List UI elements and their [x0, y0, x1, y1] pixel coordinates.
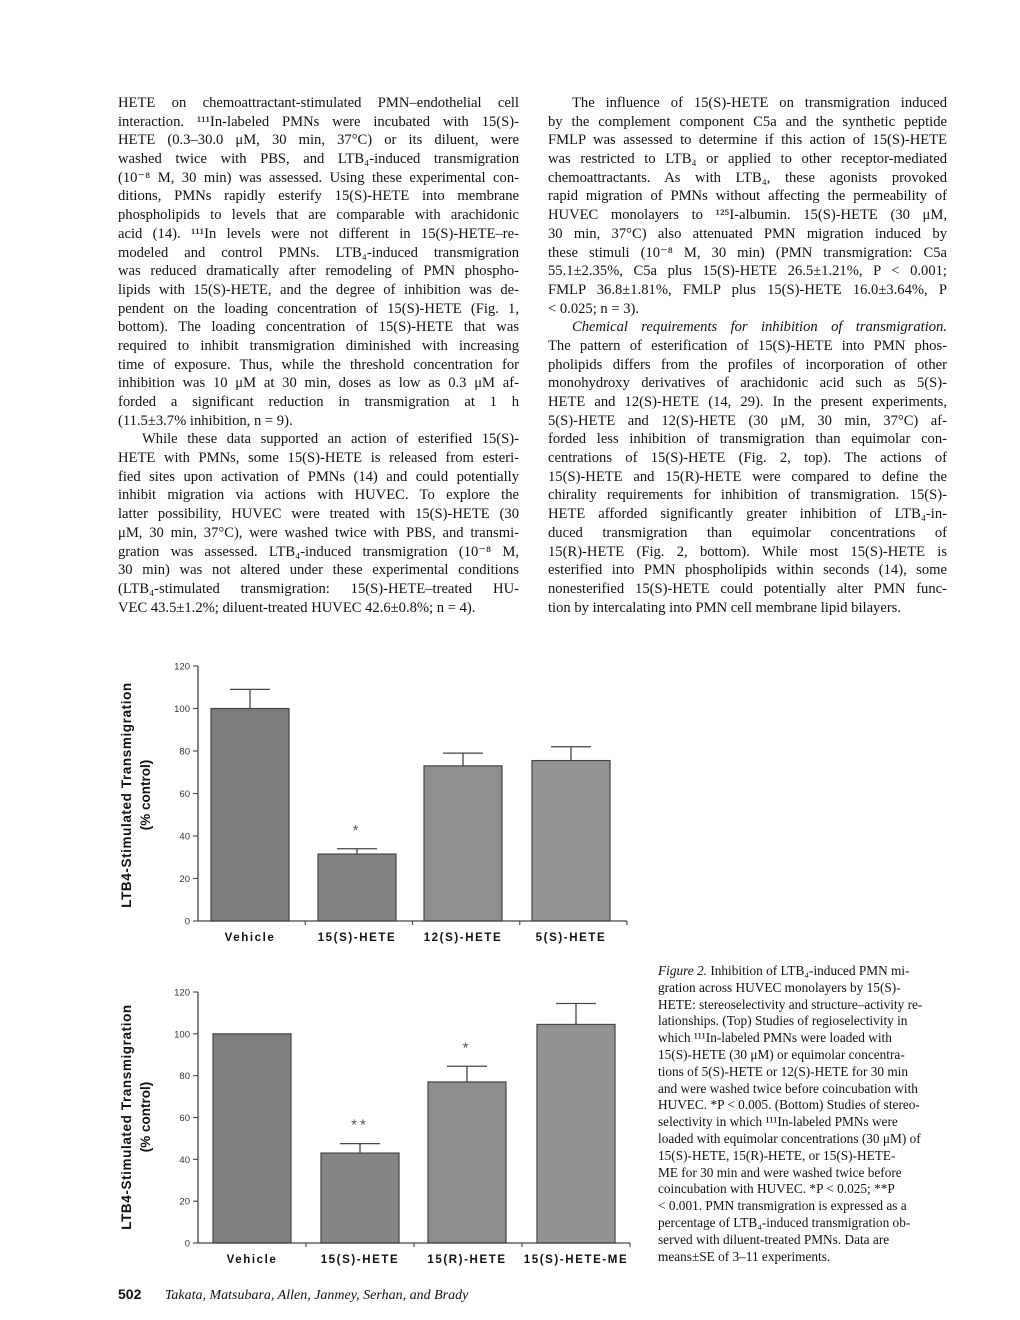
caption-line: percentage of LTB₄-induced transmigration ob-	[658, 1214, 911, 1230]
caption-line: < 0.001. PMN transmigration is expressed as a	[658, 1198, 907, 1214]
text-line: monohydroxy derivatives of arachidonic acid such as 5(S)-	[548, 375, 947, 392]
x-tick-label: 15(S)-HETE-ME	[523, 1254, 629, 1266]
text-line: chemoattractants. As with LTB₄, these agonists provoked	[548, 169, 947, 186]
caption-line: HETE: stereoselectivity and structure–activity re-	[658, 996, 923, 1012]
text-line: bottom). The loading concentration of 15(S)-HETE that was	[118, 319, 519, 336]
text-line: VEC 43.5±1.2%; diluent-treated HUVEC 42.6±0.8%; n = 4).	[118, 599, 476, 616]
text-line: chirality requirements for inhibition of transmigration. 15(S)-	[548, 487, 947, 504]
text-line: HUVEC monolayers to ¹²⁵I-albumin. 15(S)-HETE (30 μM,	[548, 207, 947, 224]
x-tick-label: 5(S)-HETE	[535, 932, 607, 944]
text-line: gration was assessed. LTB₄-induced transmigration (10⁻⁸ M,	[118, 543, 519, 560]
y-axis-label: LTB4-Stimulated Transmigration	[119, 1004, 134, 1230]
figure-caption	[658, 963, 950, 1265]
text-line: The pattern of esterification of 15(S)-HETE into PMN phos-	[548, 337, 947, 354]
bar-1	[318, 854, 396, 921]
text-line: pholipids differs from the profiles of incorporation of other	[548, 356, 947, 373]
text-line: ditions, PMNs rapidly esterify 15(S)-HETE into membrane	[118, 188, 519, 205]
text-line: 5(S)-HETE and 12(S)-HETE (30 μM, 30 min, 37°C) af-	[548, 412, 947, 429]
caption-label: Figure 2.	[658, 963, 707, 978]
y-tick-label: 60	[179, 1113, 190, 1124]
text-line: these stimuli (10⁻⁸ M, 30 min) (PMN transmigration: C5a	[548, 244, 947, 261]
text-line: required to inhibit transmigration diminished with increasing	[118, 337, 519, 354]
text-line: nonesterified 15(S)-HETE could potentially alter PMN func-	[548, 580, 947, 597]
caption-line: 15(S)-HETE (30 μM) or equimolar concentra-	[658, 1046, 905, 1062]
caption-line: gration across HUVEC monolayers by 15(S)-	[658, 979, 901, 995]
y-tick-label: 100	[174, 1029, 190, 1041]
y-axis-label: LTB4-Stimulated Transmigration	[119, 682, 134, 908]
text-line: HETE with PMNs, some 15(S)-HETE is released from esteri-	[118, 450, 519, 467]
text-line: forded less inhibition of transmigration than equimolar con-	[548, 431, 947, 448]
text-line: μM, 30 min, 37°C), were washed twice with PBS, and transmi-	[118, 524, 519, 541]
text-line: While these data supported an action of esterified 15(S)-	[142, 431, 519, 448]
text-line: FMLP 36.8±1.81%, FMLP plus 15(S)-HETE 16.0±3.64%, P	[548, 281, 947, 298]
y-tick-label: 120	[174, 987, 190, 999]
bar-3	[537, 1024, 615, 1243]
y-tick-label: 20	[179, 874, 190, 885]
text-line: HETE and 12(S)-HETE (14, 29). In the present experiments,	[548, 394, 947, 410]
text-line: duced transmigration than equimolar concentrations of	[548, 524, 947, 541]
caption-line: which ¹¹¹In-labeled PMNs were loaded with	[658, 1030, 892, 1046]
text-line: HETE afforded significantly greater inhibition of LTB₄-in-	[548, 506, 947, 523]
caption-line: selectivity in which ¹¹¹In-labeled PMNs were	[658, 1114, 898, 1130]
text-line: centrations of 15(S)-HETE (Fig. 2, top). The actions of	[548, 450, 947, 467]
text-line: Chemical requirements for inhibition of transmigration.	[572, 319, 947, 336]
text-line: pendent on the loading concentration of 15(S)-HETE (Fig. 1,	[118, 300, 519, 317]
x-tick-label: 12(S)-HETE	[423, 932, 503, 944]
bar-2	[424, 766, 502, 921]
caption-line	[658, 963, 950, 980]
text-line: inhibition was 10 μM at 30 min, doses as low as 0.3 μM af-	[118, 375, 519, 392]
text-line: (10⁻⁸ M, 30 min) was assessed. Using these experimental con-	[118, 169, 519, 186]
page-number: 502	[118, 1286, 142, 1302]
y-axis-label-units: (% control)	[138, 759, 153, 831]
caption-line: means±SE of 3–11 experiments.	[658, 1248, 831, 1264]
caption-line: coincubation with HUVEC. *P < 0.025; **P	[658, 1181, 895, 1197]
text-line: 30 min) was not altered under these experimental conditions	[118, 562, 519, 579]
text-line: was reduced dramatically after remodeling of PMN phospho-	[118, 263, 519, 280]
text-line: HETE on chemoattractant-stimulated PMN–endothelial cell	[118, 95, 519, 111]
text-line: inhibit migration via actions with HUVEC. To explore the	[118, 487, 519, 504]
y-tick-label: 100	[174, 704, 190, 715]
caption-line: 15(S)-HETE, 15(R)-HETE, or 15(S)-HETE-	[658, 1147, 896, 1163]
caption-line: loaded with equimolar concentrations (30 μM) of	[658, 1130, 921, 1146]
bar-0	[213, 1034, 291, 1243]
y-tick-label: 40	[179, 1154, 190, 1166]
x-tick-label: 15(R)-HETE	[427, 1254, 507, 1266]
x-tick-label: Vehicle	[224, 932, 276, 944]
significance-marker: *	[462, 1039, 472, 1057]
caption-line: lationships. (Top) Studies of regioselectivity in	[658, 1013, 908, 1029]
y-tick-label: 20	[179, 1196, 190, 1208]
text-line: 30 min, 37°C) also attenuated PMN migration induced by	[548, 225, 947, 242]
y-tick-label: 0	[184, 1238, 190, 1250]
text-line: 15(R)-HETE (Fig. 2, bottom). While most 15(S)-HETE is	[548, 543, 947, 560]
text-line: by the complement component C5a and the synthetic peptide	[548, 113, 947, 130]
text-line: lipids with 15(S)-HETE, and the degree of inhibition was de-	[118, 281, 519, 298]
text-line: HETE (0.3–30.0 μM, 30 min, 37°C) or its diluent, were	[118, 132, 519, 149]
bar-2	[428, 1082, 506, 1243]
caption-line: served with diluent-treated PMNs. Data are	[658, 1231, 890, 1247]
text-line: 15(S)-HETE and 15(R)-HETE were compared to define the	[548, 468, 947, 485]
text-line: phospholipids to levels that are comparable with arachidonic	[118, 207, 519, 224]
text-line: forded a significant reduction in transmigration at 1 h	[118, 394, 519, 410]
y-tick-label: 80	[179, 746, 190, 758]
y-tick-label: 120	[174, 661, 190, 673]
text-line: < 0.025; n = 3).	[548, 300, 640, 317]
text-line: fied sites upon activation of PMNs (14) and could potentially	[118, 468, 519, 485]
text-line: latter possibility, HUVEC were treated with 15(S)-HETE (30	[118, 506, 519, 523]
caption-line: and were washed twice before coincubation with	[658, 1080, 918, 1096]
text-line: The influence of 15(S)-HETE on transmigration induced	[572, 95, 947, 111]
text-line: rapid migration of PMNs without affecting the permeability of	[548, 188, 947, 205]
significance-marker: **	[351, 1116, 369, 1134]
text-line: was restricted to LTB₄ or applied to other receptor-mediated	[548, 151, 947, 168]
text-line: (LTB₄-stimulated transmigration: 15(S)-HETE–treated HU-	[118, 580, 519, 597]
y-axis-label-units: (% control)	[138, 1081, 153, 1153]
text-line: 55.1±2.35%, C5a plus 15(S)-HETE 26.5±1.21%, P < 0.001;	[548, 263, 947, 280]
text-line: tion by intercalating into PMN cell membrane lipid bilayers.	[548, 599, 902, 616]
text-line: interaction. ¹¹¹In-labeled PMNs were incubated with 15(S)-	[118, 113, 519, 130]
x-tick-label: 15(S)-HETE	[317, 932, 397, 944]
bar-0	[211, 709, 289, 922]
caption-text: Inhibition of LTB₄-induced PMN mi-	[707, 963, 910, 978]
y-tick-label: 0	[184, 916, 190, 928]
text-line: acid (14). ¹¹¹In levels were not different in 15(S)-HETE–re-	[118, 225, 519, 242]
y-tick-label: 60	[179, 789, 190, 800]
bar-3	[532, 761, 610, 921]
text-line: esterified into PMN phospholipids within seconds (14), some	[548, 562, 947, 579]
page-footer	[118, 1286, 468, 1304]
text-line: time of exposure. Thus, while the threshold concentration for	[118, 356, 519, 373]
caption-line: tions of 5(S)-HETE or 12(S)-HETE for 30 min	[658, 1063, 909, 1079]
y-tick-label: 40	[179, 831, 190, 843]
x-tick-label: Vehicle	[226, 1254, 278, 1266]
text-line: washed twice with PBS, and LTB₄-induced transmigration	[118, 151, 519, 168]
y-tick-label: 80	[179, 1071, 190, 1083]
x-tick-label: 15(S)-HETE	[320, 1254, 400, 1266]
text-line: modeled and control PMNs. LTB₄-induced transmigration	[118, 244, 519, 261]
caption-line: HUVEC. *P < 0.005. (Bottom) Studies of stereo-	[658, 1097, 920, 1113]
significance-marker: *	[352, 821, 362, 839]
bar-1	[321, 1153, 399, 1243]
text-line: FMLP was assessed to determine if this action of 15(S)-HETE	[548, 132, 947, 149]
text-line: (11.5±3.7% inhibition, n = 9).	[118, 412, 293, 429]
caption-line: ME for 30 min and were washed twice before	[658, 1164, 902, 1180]
running-authors: Takata, Matsubara, Allen, Janmey, Serhan, and Brady	[164, 1288, 469, 1303]
